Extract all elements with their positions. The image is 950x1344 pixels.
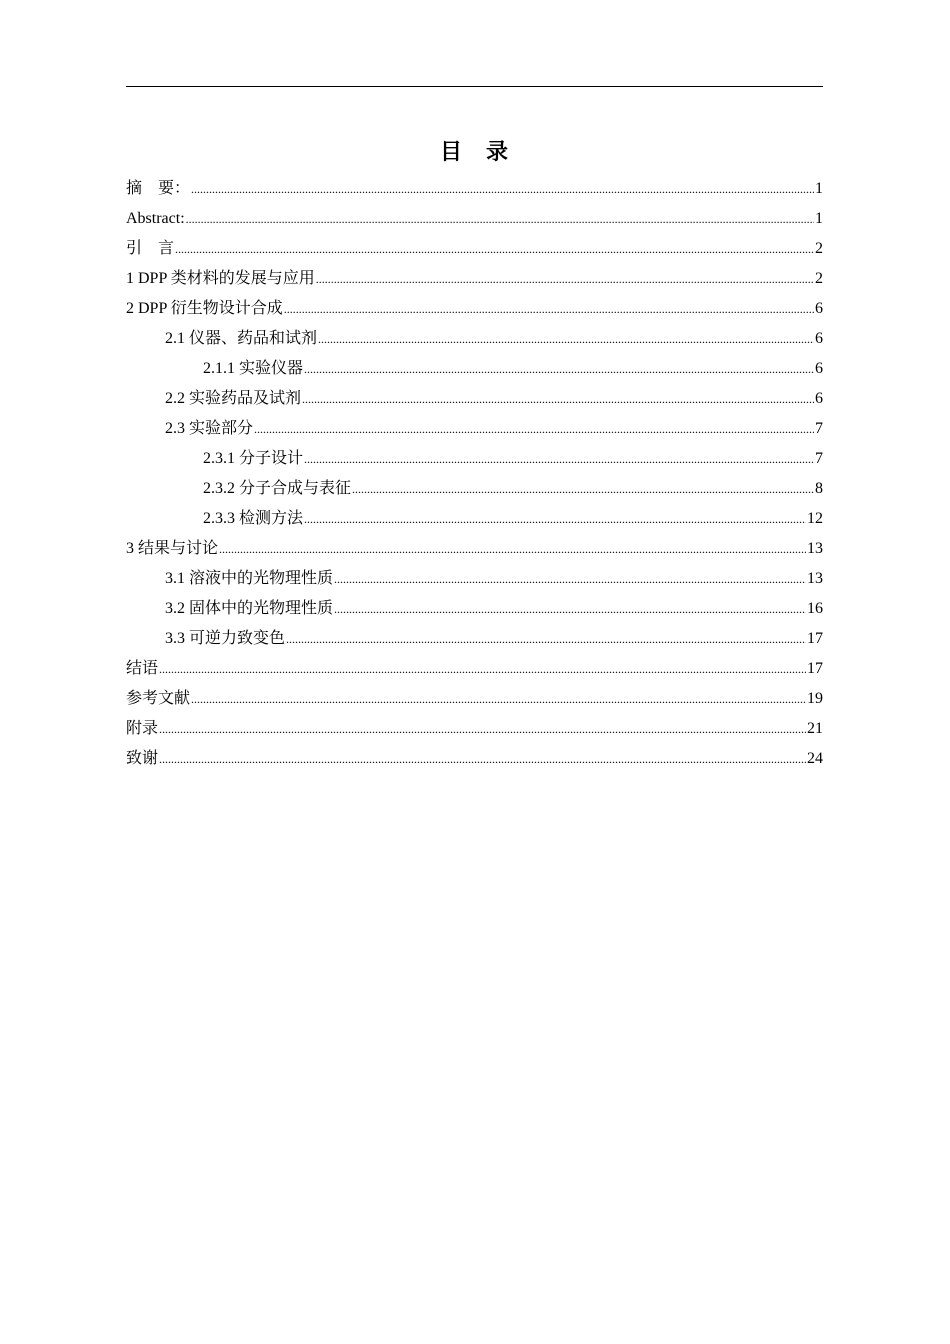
toc-dot-leader [304,354,814,384]
toc-entry[interactable] [126,714,823,744]
toc-entry-label: 3 结果与讨论 [126,540,219,557]
toc-entry-page: 6 [815,390,823,407]
toc-entry[interactable] [126,594,823,624]
toc-dot-leader [159,714,806,744]
toc-dot-leader [334,594,806,624]
toc-entry-label: 引 言 [126,240,175,257]
toc-dot-leader [318,324,814,354]
toc-entry-page: 12 [807,510,823,527]
toc-dot-leader [159,744,806,774]
toc-entry-label: 3.1 溶液中的光物理性质 [165,570,334,587]
header-rule [126,86,823,87]
toc-dot-leader [219,534,806,564]
toc-entry[interactable] [126,234,823,264]
toc-entry-label: 2.1.1 实验仪器 [203,360,304,377]
toc-dot-leader [191,174,814,204]
toc-entry-label: 2.1 仪器、药品和试剂 [165,330,318,347]
toc-dot-leader [186,204,814,234]
toc-entry-label: 2 DPP 衍生物设计合成 [126,300,283,317]
toc-entry-label: 致谢 [126,750,159,767]
toc-dot-leader [304,504,806,534]
toc-entry-label: 摘 要： [126,180,191,197]
toc-entry[interactable] [126,384,823,414]
toc-entry-page: 21 [807,720,823,737]
toc-entry-label: 2.2 实验药品及试剂 [165,390,302,407]
toc-entry-page: 7 [815,450,823,467]
toc-entry[interactable] [126,264,823,294]
toc-entry-label: 3.2 固体中的光物理性质 [165,600,334,617]
toc-entry[interactable] [126,354,823,384]
toc-entry-page: 6 [815,360,823,377]
toc-entry[interactable] [126,324,823,354]
toc-entry-page: 16 [807,600,823,617]
toc-entry-label: 参考文献 [126,690,191,707]
toc-dot-leader [191,684,806,714]
toc-dot-leader [304,444,814,474]
toc-dot-leader [286,624,806,654]
toc-dot-leader [254,414,814,444]
toc-dot-leader [175,234,814,264]
toc-entry-page: 7 [815,420,823,437]
toc-entry[interactable] [126,294,823,324]
toc-entry[interactable] [126,624,823,654]
toc-entry-page: 24 [807,750,823,767]
toc-entry[interactable] [126,414,823,444]
toc-entry-label: 附录 [126,720,159,737]
toc-entry[interactable] [126,654,823,684]
toc-entry-label: Abstract: [126,210,185,227]
toc-entry[interactable] [126,744,823,774]
toc-dot-leader [284,294,814,324]
toc-entry-label: 2.3.3 检测方法 [203,510,304,527]
toc-dot-leader [334,564,806,594]
toc-entry-page: 1 [815,180,823,197]
toc-entry-page: 8 [815,480,823,497]
toc-entry-label: 2.3.2 分子合成与表征 [203,480,352,497]
toc-entry-page: 17 [807,630,823,647]
toc-entry[interactable] [126,204,823,234]
toc-entry[interactable] [126,684,823,714]
toc-entry-page: 17 [807,660,823,677]
toc-entry-label: 3.3 可逆力致变色 [165,630,286,647]
toc-entry[interactable] [126,504,823,534]
toc-dot-leader [352,474,814,504]
toc-entry-page: 1 [815,210,823,227]
toc-entry-page: 6 [815,330,823,347]
toc-entry-label: 2.3.1 分子设计 [203,450,304,467]
toc-entry[interactable] [126,174,823,204]
toc-entry-page: 13 [807,570,823,587]
table-of-contents [126,174,823,774]
toc-entry-label: 1 DPP 类材料的发展与应用 [126,270,315,287]
toc-entry-label: 2.3 实验部分 [165,420,254,437]
toc-dot-leader [159,654,806,684]
toc-entry[interactable] [126,444,823,474]
toc-dot-leader [302,384,814,414]
toc-entry-page: 2 [815,270,823,287]
toc-entry-page: 2 [815,240,823,257]
toc-entry-page: 19 [807,690,823,707]
toc-entry[interactable] [126,564,823,594]
toc-title: 目 录 [439,140,509,165]
toc-entry-page: 13 [807,540,823,557]
toc-entry-page: 6 [815,300,823,317]
toc-dot-leader [316,264,814,294]
toc-entry[interactable] [126,534,823,564]
toc-entry-label: 结语 [126,660,159,677]
toc-entry[interactable] [126,474,823,504]
